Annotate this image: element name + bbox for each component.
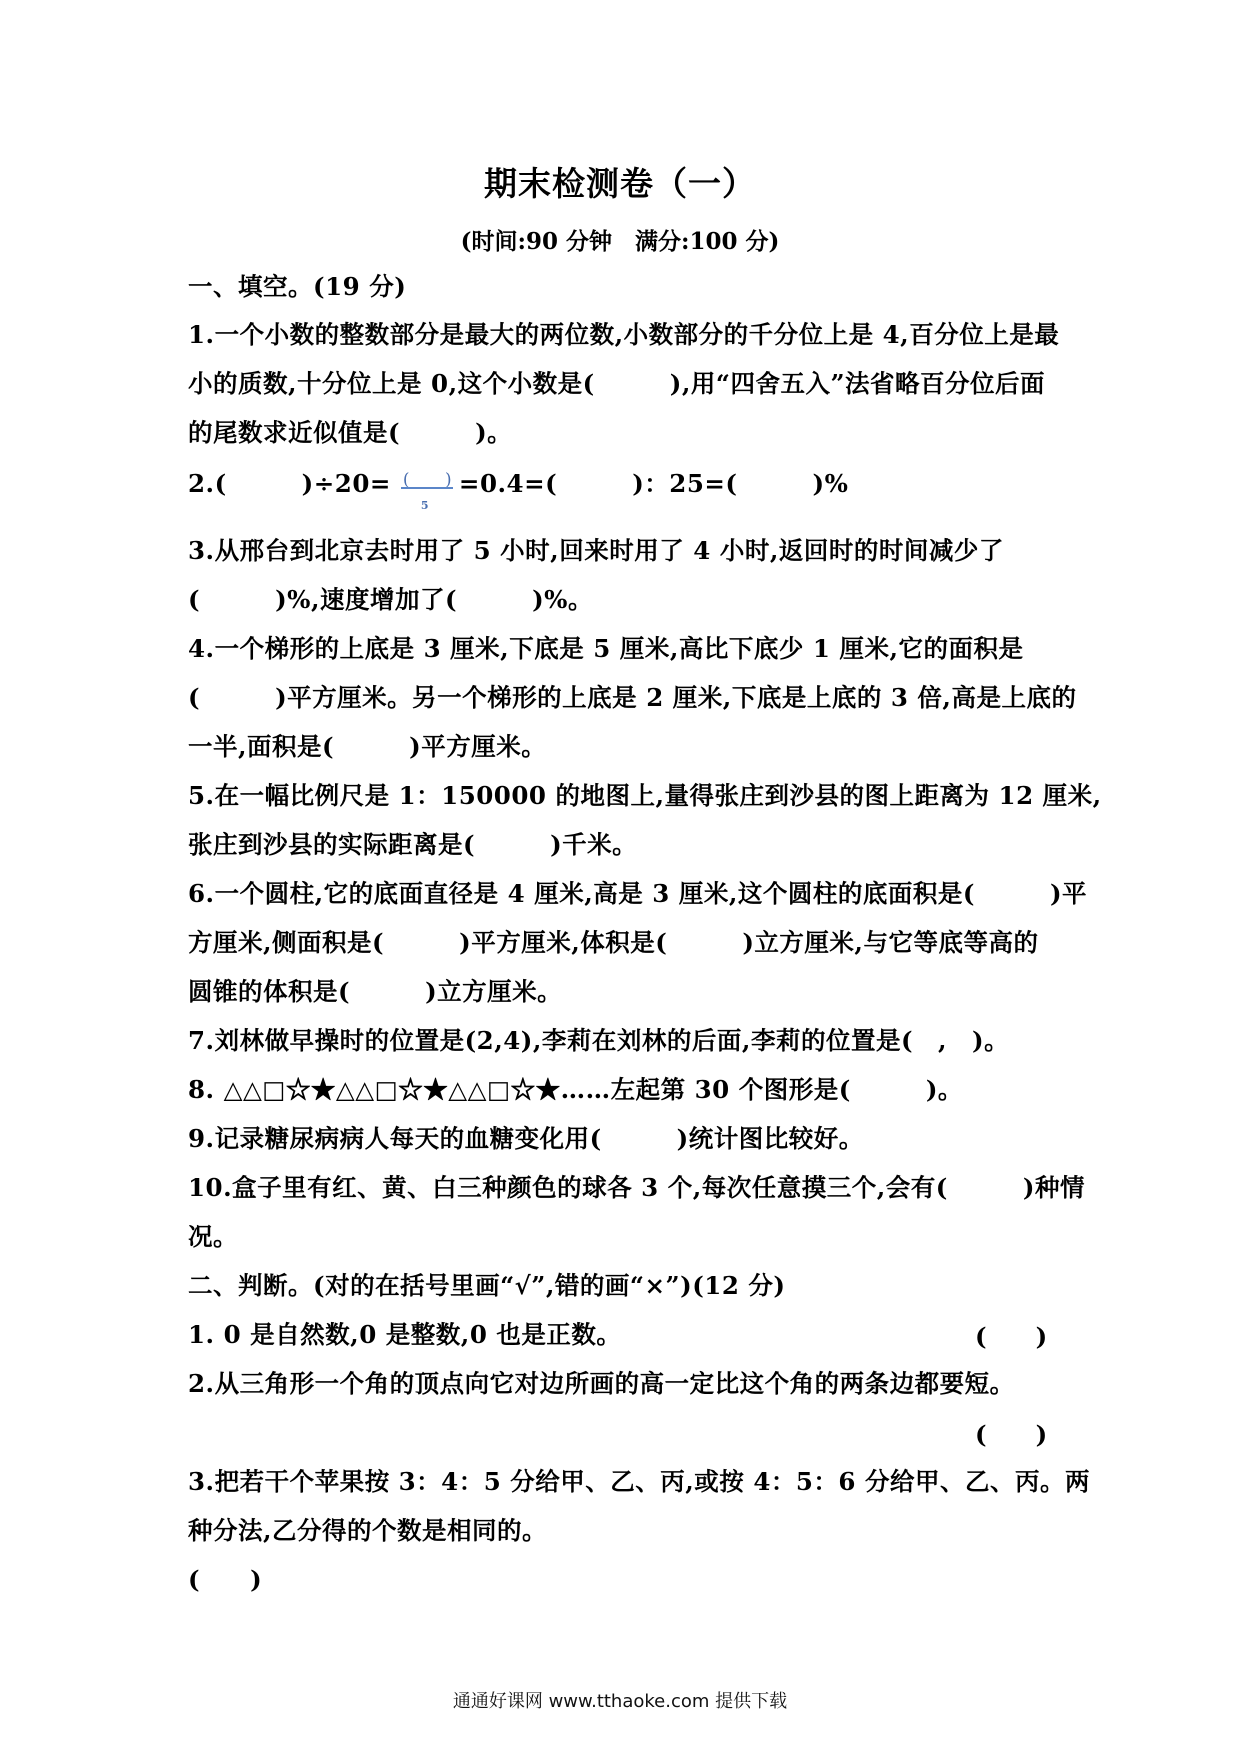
page-footer: 通通好课网 www.tthaoke.com 提供下载 <box>452 1691 788 1712</box>
q2-fraction-denominator: 5 <box>420 498 430 512</box>
section-heading-judge: 二、判断。(对的在括号里画“√”,错的画“×”)(12 分) <box>188 1271 786 1300</box>
q2-part-a: 2.( )÷20= <box>188 469 391 498</box>
q5-line2: 张庄到沙县的实际距离是( )千米。 <box>188 830 638 859</box>
q8-line: 8. △△□☆★△△□☆★△△□☆★……左起第 30 个图形是( )。 <box>188 1075 963 1104</box>
judge-q1-answer-blank: ( ) <box>975 1322 1048 1351</box>
q6-line1: 6.一个圆柱,它的底面直径是 4 厘米,高是 3 厘米,这个圆柱的底面积是( )平 <box>188 879 1088 908</box>
q4-line1: 4.一个梯形的上底是 3 厘米,下底是 5 厘米,高比下底少 1 厘米,它的面积是 <box>188 634 1024 663</box>
q7-line: 7.刘林做早操时的位置是(2,4),李莉在刘林的后面,李莉的位置是( , )。 <box>188 1026 1010 1055</box>
judge-q2-answer-blank: ( ) <box>975 1420 1048 1449</box>
q9-line: 9.记录糖尿病病人每天的血糖变化用( )统计图比较好。 <box>188 1124 864 1153</box>
judge-q3-line1: 3.把若干个苹果按 3：4：5 分给甲、乙、丙,或按 4：5：6 分给甲、乙、丙。两 <box>188 1467 1091 1496</box>
q1-line2: 小的质数,十分位上是 0,这个小数是( ),用“四舍五入”法省略百分位后面 <box>188 369 1046 398</box>
q3-line1: 3.从邢台到北京去时用了 5 小时,回来时用了 4 小时,返回时的时间减少了 <box>188 536 1004 565</box>
q6-line2: 方厘米,侧面积是( )平方厘米,体积是( )立方厘米,与它等底等高的 <box>188 928 1039 957</box>
judge-q3-line2: 种分法,乙分得的个数是相同的。 <box>188 1516 548 1545</box>
q10-line1: 10.盒子里有红、黄、白三种颜色的球各 3 个,每次任意摸三个,会有( )种情 <box>188 1173 1085 1202</box>
q4-line3: 一半,面积是( )平方厘米。 <box>188 732 547 761</box>
q4-line2: ( )平方厘米。另一个梯形的上底是 2 厘米,下底是上底的 3 倍,高是上底的 <box>188 683 1077 712</box>
exam-subtitle: (时间:90 分钟 满分:100 分) <box>460 228 780 255</box>
q2-fraction-numerator: ( ) <box>402 469 453 490</box>
q6-line3: 圆锥的体积是( )立方厘米。 <box>188 977 563 1006</box>
q2-part-b: =0.4=( )：25=( )% <box>458 469 849 498</box>
q2-fraction-blank <box>391 469 459 512</box>
judge-q2-line: 2.从三角形一个角的顶点向它对边所画的高一定比这个角的两条边都要短。 <box>188 1369 1015 1398</box>
q5-line1: 5.在一幅比例尺是 1：150000 的地图上,量得张庄到沙县的图上距离为 12 厘米, <box>188 781 1102 810</box>
q2-line <box>188 467 849 512</box>
q1-line3: 的尾数求近似值是( )。 <box>188 418 513 447</box>
exam-title: 期末检测卷（一） <box>484 164 756 203</box>
q3-line2: ( )%,速度增加了( )%。 <box>188 585 593 614</box>
judge-q1-line: 1. 0 是自然数,0 是整数,0 也是正数。 <box>188 1320 622 1349</box>
q10-line2: 况。 <box>188 1222 238 1251</box>
section-heading-fill: 一、填空。(19 分) <box>188 272 407 301</box>
judge-q3-answer-blank: ( ) <box>188 1565 263 1594</box>
q1-line1: 1.一个小数的整数部分是最大的两位数,小数部分的千分位上是 4,百分位上是最 <box>188 320 1060 349</box>
